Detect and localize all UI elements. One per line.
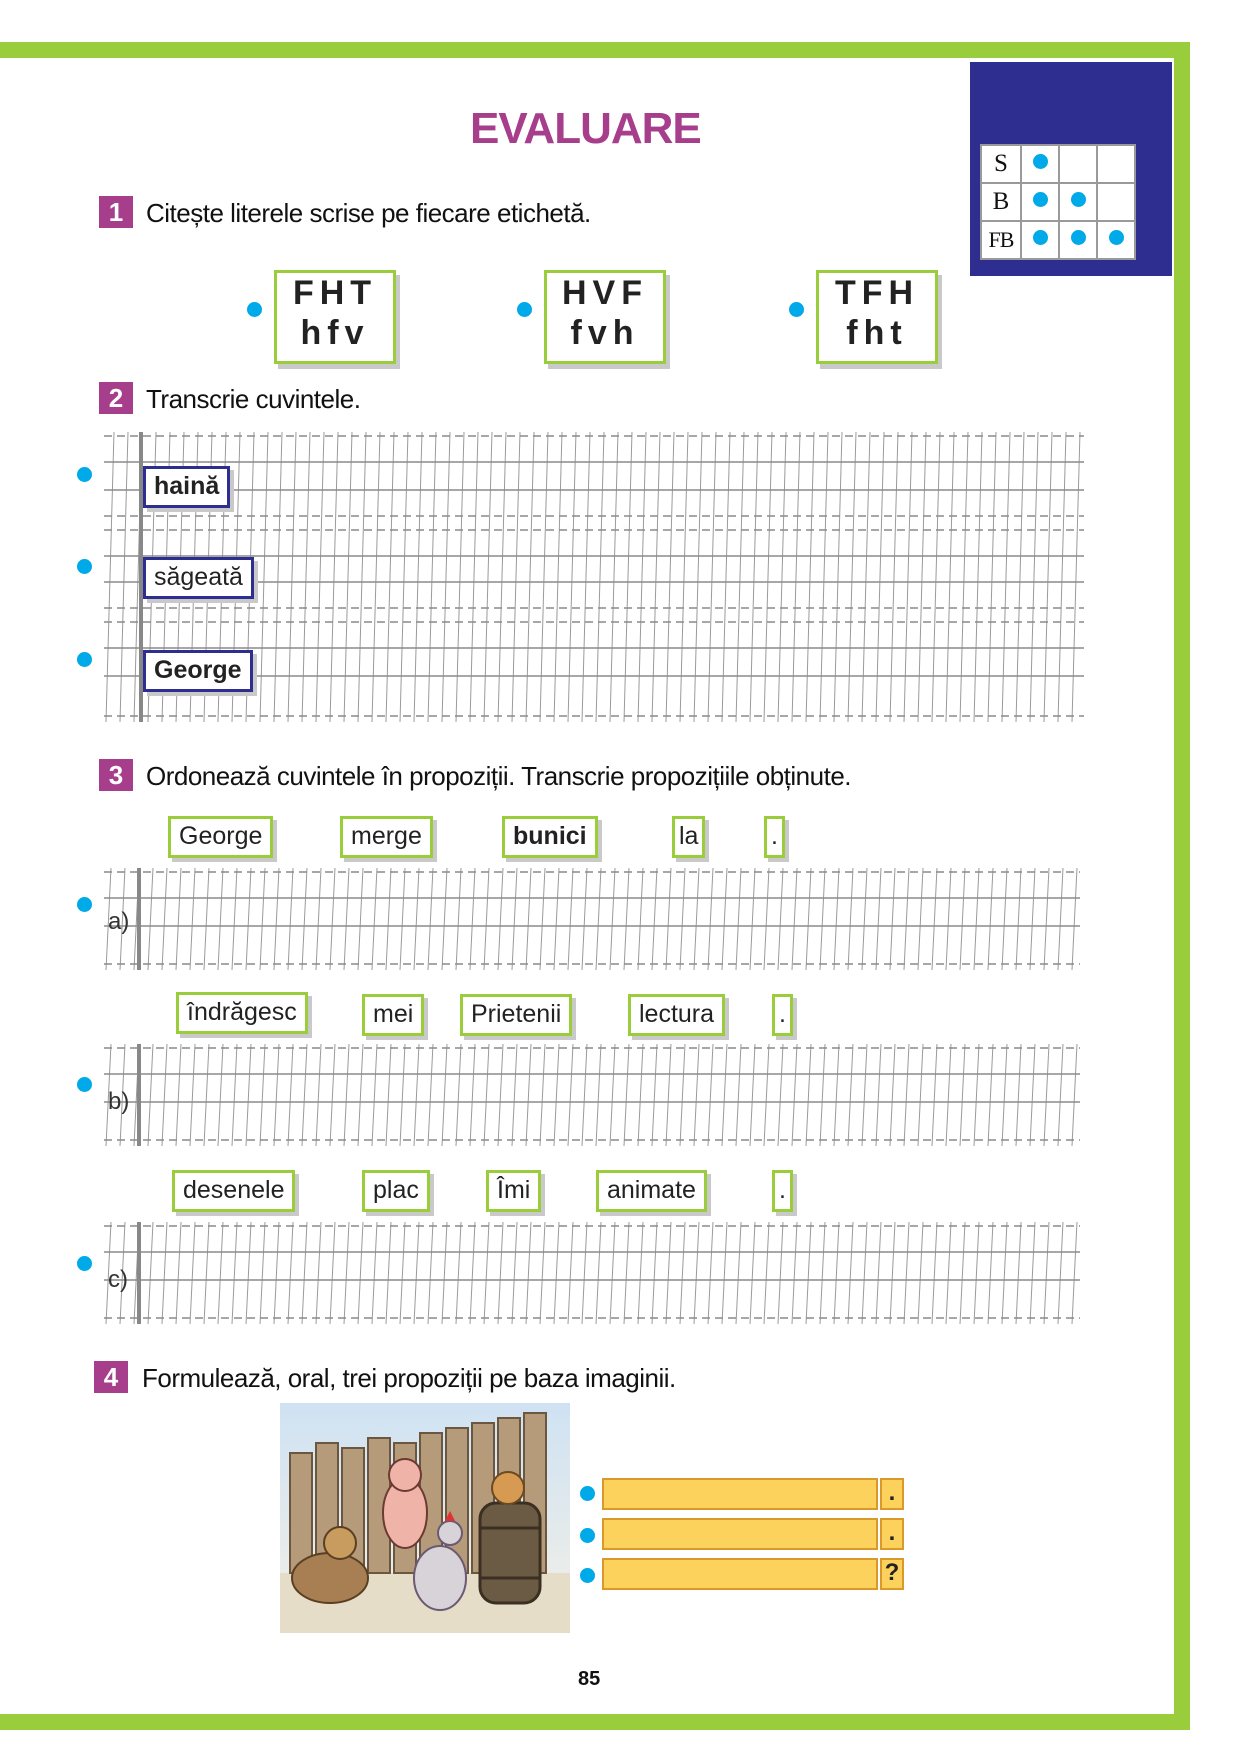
answer-bar[interactable] xyxy=(602,1518,878,1550)
item-label: c) xyxy=(108,1266,128,1293)
exercise-instruction: Citește literele scrise pe fiecare etichetă. xyxy=(146,198,591,228)
word-tag: desenele xyxy=(172,1170,295,1212)
item-label: a) xyxy=(108,908,130,935)
evaluation-row-b xyxy=(981,183,1135,221)
evaluation-box xyxy=(970,62,1172,276)
dot-icon xyxy=(1033,154,1048,169)
page-frame-bottom xyxy=(0,1714,1190,1730)
word-tag: bunici xyxy=(502,816,598,858)
word-tag: plac xyxy=(362,1170,430,1212)
letter-tag xyxy=(816,270,938,364)
word-tag: Îmi xyxy=(486,1170,541,1212)
bullet-icon xyxy=(247,302,262,317)
exercise-number: 1 xyxy=(99,196,133,228)
page-number: 85 xyxy=(578,1668,601,1690)
bullet-icon xyxy=(580,1568,595,1583)
dot-icon xyxy=(1071,230,1086,245)
bullet-icon xyxy=(580,1486,595,1501)
bullet-icon xyxy=(77,1077,92,1092)
word-tag: mei xyxy=(362,994,424,1036)
writing-lines xyxy=(104,868,1080,970)
evaluation-row-fb xyxy=(981,221,1135,259)
word-tag: Prietenii xyxy=(460,994,572,1036)
level-label: B xyxy=(981,183,1021,221)
item-label: b) xyxy=(108,1088,130,1115)
word-tag: George xyxy=(143,650,253,692)
answer-bar[interactable] xyxy=(602,1558,878,1590)
letter-tag-upper: TFH xyxy=(834,274,920,312)
word-tag: lectura xyxy=(628,994,725,1036)
bullet-icon xyxy=(789,302,804,317)
letter-tag-lower: hfv xyxy=(300,314,370,352)
sentence-end-mark: . xyxy=(880,1478,904,1510)
letter-tag xyxy=(274,270,396,364)
letter-tag-lower: fht xyxy=(846,314,908,352)
word-tag: la xyxy=(672,816,705,858)
bullet-icon xyxy=(77,652,92,667)
bullet-icon xyxy=(517,302,532,317)
page-frame-top xyxy=(0,42,1190,58)
exercise-instruction: Ordonează cuvintele în propoziții. Transcrie propozițiile obținute. xyxy=(146,761,852,791)
level-label: FB xyxy=(981,221,1021,259)
evaluation-grid xyxy=(980,144,1136,260)
word-tag: haină xyxy=(143,466,230,508)
word-tag: merge xyxy=(340,816,433,858)
answer-bar[interactable] xyxy=(602,1478,878,1510)
exercise-number: 2 xyxy=(99,382,133,414)
writing-lines xyxy=(104,1044,1080,1146)
sentence-end-mark: . xyxy=(880,1518,904,1550)
word-tag: îndrăgesc xyxy=(176,992,308,1034)
bullet-icon xyxy=(77,467,92,482)
page-frame-right xyxy=(1174,42,1190,1730)
bullet-icon xyxy=(77,559,92,574)
exercise-number: 4 xyxy=(94,1361,128,1393)
exercise-instruction: Formulează, oral, trei propoziții pe baza imaginii. xyxy=(142,1363,676,1393)
page-title: EVALUARE xyxy=(470,104,701,153)
evaluation-row-s xyxy=(981,145,1135,183)
bullet-icon xyxy=(77,1256,92,1271)
writing-lines xyxy=(104,1222,1080,1324)
letter-tag-lower: fvh xyxy=(570,314,640,352)
exercise-instruction: Transcrie cuvintele. xyxy=(146,384,361,414)
word-tag: George xyxy=(168,816,273,858)
word-tag: . xyxy=(764,816,785,858)
dot-icon xyxy=(1071,192,1086,207)
dot-icon xyxy=(1033,230,1048,245)
bullet-icon xyxy=(580,1528,595,1543)
dot-icon xyxy=(1109,230,1124,245)
letter-tag xyxy=(544,270,666,364)
dot-icon xyxy=(1033,192,1048,207)
word-tag: animate xyxy=(596,1170,707,1212)
word-tag: săgeată xyxy=(143,557,254,599)
exercise-number: 3 xyxy=(99,759,133,791)
farmyard-illustration xyxy=(280,1403,570,1633)
letter-tag-upper: FHT xyxy=(292,274,378,312)
word-tag: . xyxy=(772,1170,793,1212)
letter-tag-upper: HVF xyxy=(562,274,648,312)
word-tag: . xyxy=(772,994,793,1036)
level-label: S xyxy=(981,145,1021,183)
bullet-icon xyxy=(77,897,92,912)
sentence-end-mark: ? xyxy=(880,1558,904,1590)
